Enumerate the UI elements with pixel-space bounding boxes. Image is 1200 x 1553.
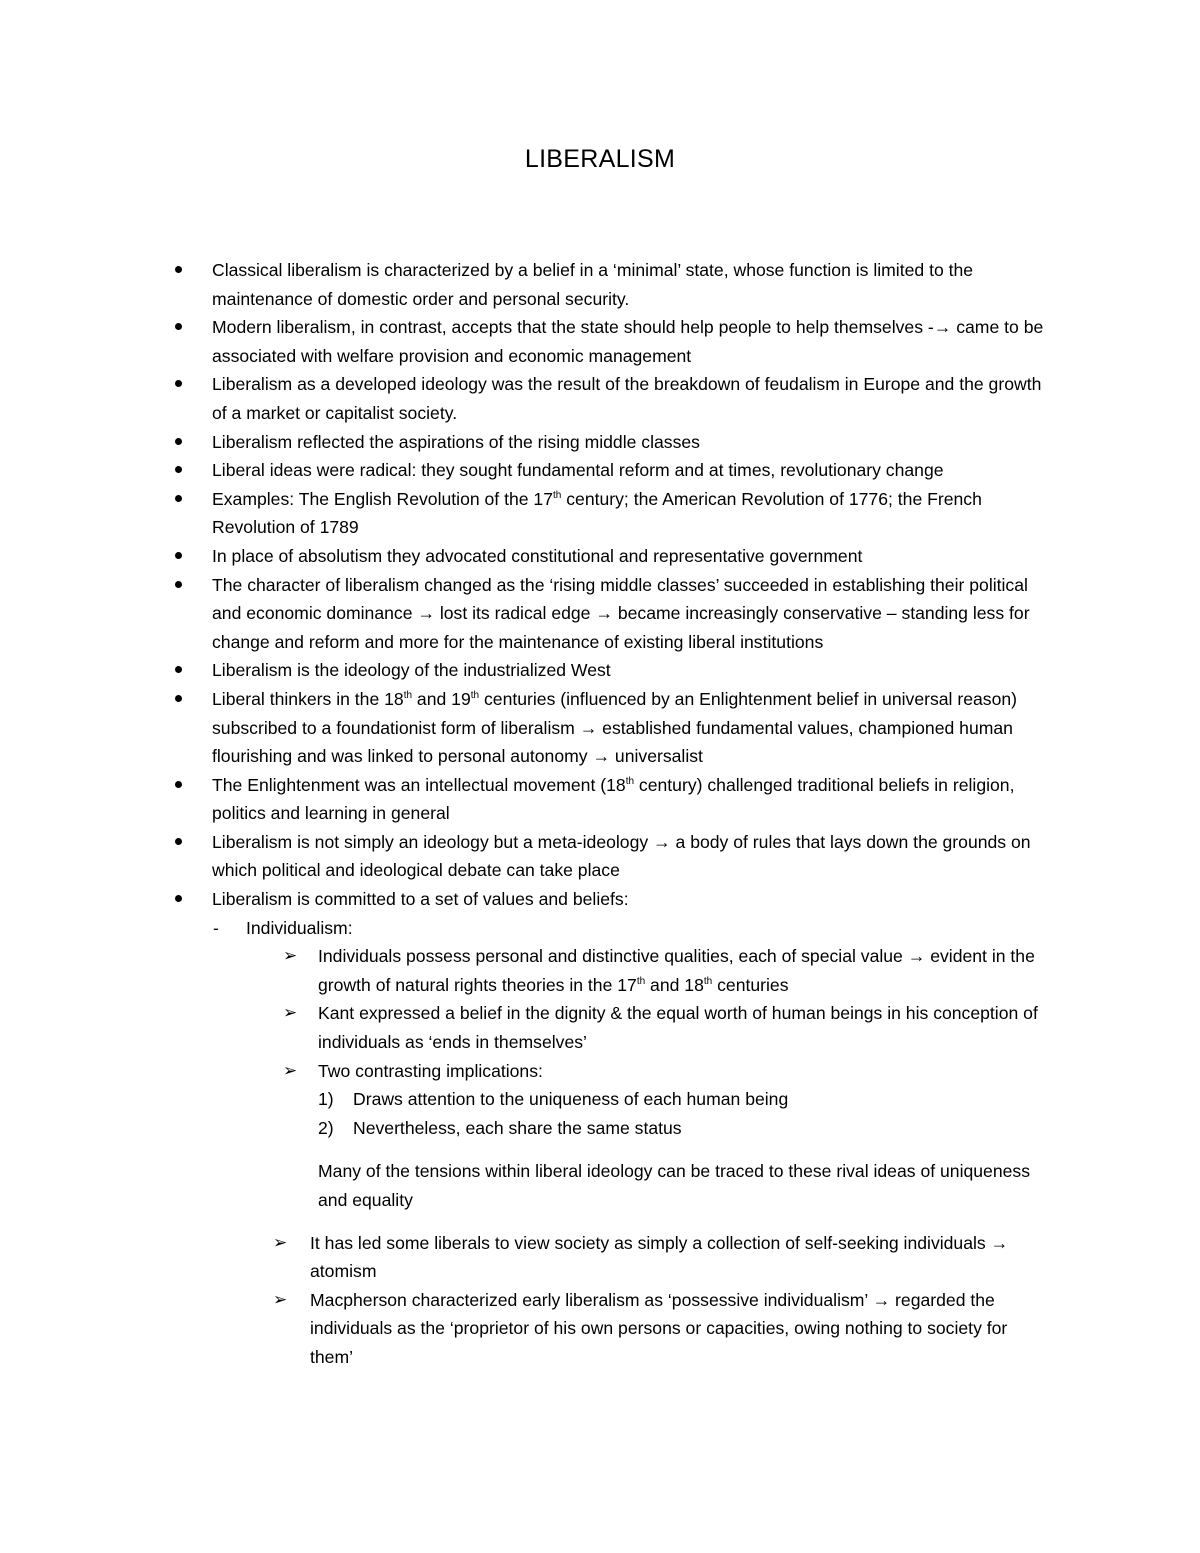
list-number: 2) (318, 1117, 334, 1138)
bullet-icon (175, 771, 183, 800)
list-item-text: Liberalism reflected the aspirations of the rising middle classes (212, 431, 700, 452)
list-item (170, 656, 1052, 685)
list-item (170, 771, 1052, 828)
superscript: th (553, 489, 562, 501)
list-item (170, 828, 1052, 885)
bullet-icon (175, 542, 183, 571)
list-item-text: century) challenged traditional beliefs in religion, politics and learning in general (212, 774, 1015, 824)
note-paragraph: Many of the tensions within liberal ideology can be traced to these rival ideas of uniqueness and equality (318, 1161, 1030, 1210)
arrow-list-item (170, 1229, 1050, 1286)
bullet-icon (175, 428, 183, 457)
list-item (170, 428, 1052, 457)
list-item-text: Individuals possess personal and distinctive qualities, each of special value → evident in the growth of natural rights theories in the 17 (318, 946, 1035, 995)
list-item-text: Macpherson characterized early liberalism as ‘possessive individualism’ → regarded the individuals as the ‘proprietor of his own persons or capacities, owing nothing to society for them’ (310, 1289, 1008, 1367)
bullet-icon (175, 485, 183, 514)
list-item (170, 485, 1052, 542)
bullet-icon (175, 313, 183, 342)
list-item-text: century; the American Revolution of 1776; the French Revolution of 1789 (212, 488, 982, 538)
list-item-text: Liberal ideas were radical: they sought fundamental reform and at times, revolutionary change (212, 460, 944, 481)
arrow-bullet-icon: ➢ (283, 1060, 298, 1080)
list-item (170, 685, 1052, 771)
arrow-bullet-icon: ➢ (283, 1003, 298, 1023)
list-item (170, 885, 1052, 914)
list-item-text: and 19 (412, 688, 471, 709)
list-item-text: Kant expressed a belief in the dignity & the equal worth of human beings in his conception of individuals as ‘ends in themselves’ (318, 1003, 1038, 1053)
list-item (170, 571, 1052, 657)
page-title: LIBERALISM (524, 145, 676, 173)
bullet-icon (175, 828, 183, 857)
arrow-list-item (170, 1286, 1050, 1372)
document-body (170, 256, 1070, 1372)
bullet-icon (175, 370, 183, 399)
dash-marker: - (213, 917, 219, 938)
list-item-text: Liberalism is committed to a set of values and beliefs: (212, 889, 629, 910)
superscript: th (470, 689, 480, 701)
numbered-list-item (170, 1085, 1070, 1114)
arrow-bullet-icon: ➢ (273, 1289, 288, 1309)
superscript: th (636, 975, 646, 987)
list-item-text: Individualism: (246, 917, 353, 938)
list-item-text: Two contrasting implications: (318, 1060, 543, 1081)
bullet-icon (175, 656, 183, 685)
superscript: th (625, 775, 635, 787)
bullet-icon (175, 456, 183, 485)
list-item-text: It has led some liberals to view society as simply a collection of self-seeking individuals → atomism (310, 1232, 1009, 1282)
superscript: th (403, 689, 413, 701)
arrow-list-item (170, 999, 1038, 1056)
list-item (170, 256, 1052, 313)
list-item (170, 542, 1052, 571)
list-item (170, 456, 1052, 485)
list-item-text: Modern liberalism, in contrast, accepts that the state should help people to help themselves -→ came to be associated with welfare provision and economic management (212, 317, 1044, 366)
bullet-icon (175, 685, 183, 714)
numbered-list-item (170, 1114, 1070, 1143)
list-item-text: In place of absolutism they advocated constitutional and representative government (212, 545, 863, 566)
superscript: th (703, 975, 713, 987)
list-item (170, 370, 1052, 427)
list-item-text: Draws attention to the uniqueness of each human being (353, 1089, 789, 1110)
list-item-text: Liberalism as a developed ideology was the result of the breakdown of feudalism in Europe and the growth of a market or capitalist society. (212, 374, 1042, 423)
bullet-icon (175, 571, 183, 600)
list-number: 1) (318, 1089, 334, 1110)
arrow-list-item (170, 1057, 1038, 1086)
list-item-text: Liberalism is not simply an ideology but a meta-ideology → a body of rules that lays down the grounds on which political and ideological debate can take place (212, 831, 1031, 881)
arrow-bullet-icon: ➢ (273, 1232, 288, 1252)
bullet-icon (175, 885, 183, 914)
bullet-icon (175, 256, 183, 285)
list-item-text: centuries (712, 974, 789, 995)
list-item-text: The character of liberalism changed as the ‘rising middle classes’ succeeded in establishing their political and economic dominance → lost its radical edge → became increasingly conservative – standing less for change and reform and more for the maintenance of existing liberal institutions (212, 574, 1030, 652)
arrow-list-item (170, 942, 1038, 999)
list-item-text: centuries (influenced by an Enlightenment belief in universal reason) subscribed to a foundationist form of liberalism → established fundamental values, championed human flourishing and was linked to personal autonomy → universalist (212, 688, 1017, 767)
list-item-text: and 18 (645, 974, 704, 995)
list-item-text: Classical liberalism is characterized by a belief in a ‘minimal’ state, whose function is limited to the maintenance of domestic order and personal security. (212, 260, 974, 309)
list-item-text: Liberalism is the ideology of the industrialized West (212, 660, 611, 681)
list-item-text: Nevertheless, each share the same status (353, 1117, 682, 1138)
dash-list-item (170, 914, 1070, 943)
list-item (170, 313, 1052, 370)
arrow-bullet-icon: ➢ (283, 946, 298, 966)
list-item-text: The Enlightenment was an intellectual movement (18 (212, 774, 626, 795)
list-item-text: Examples: The English Revolution of the 17 (212, 488, 553, 509)
list-item-text: Liberal thinkers in the 18 (212, 688, 404, 709)
